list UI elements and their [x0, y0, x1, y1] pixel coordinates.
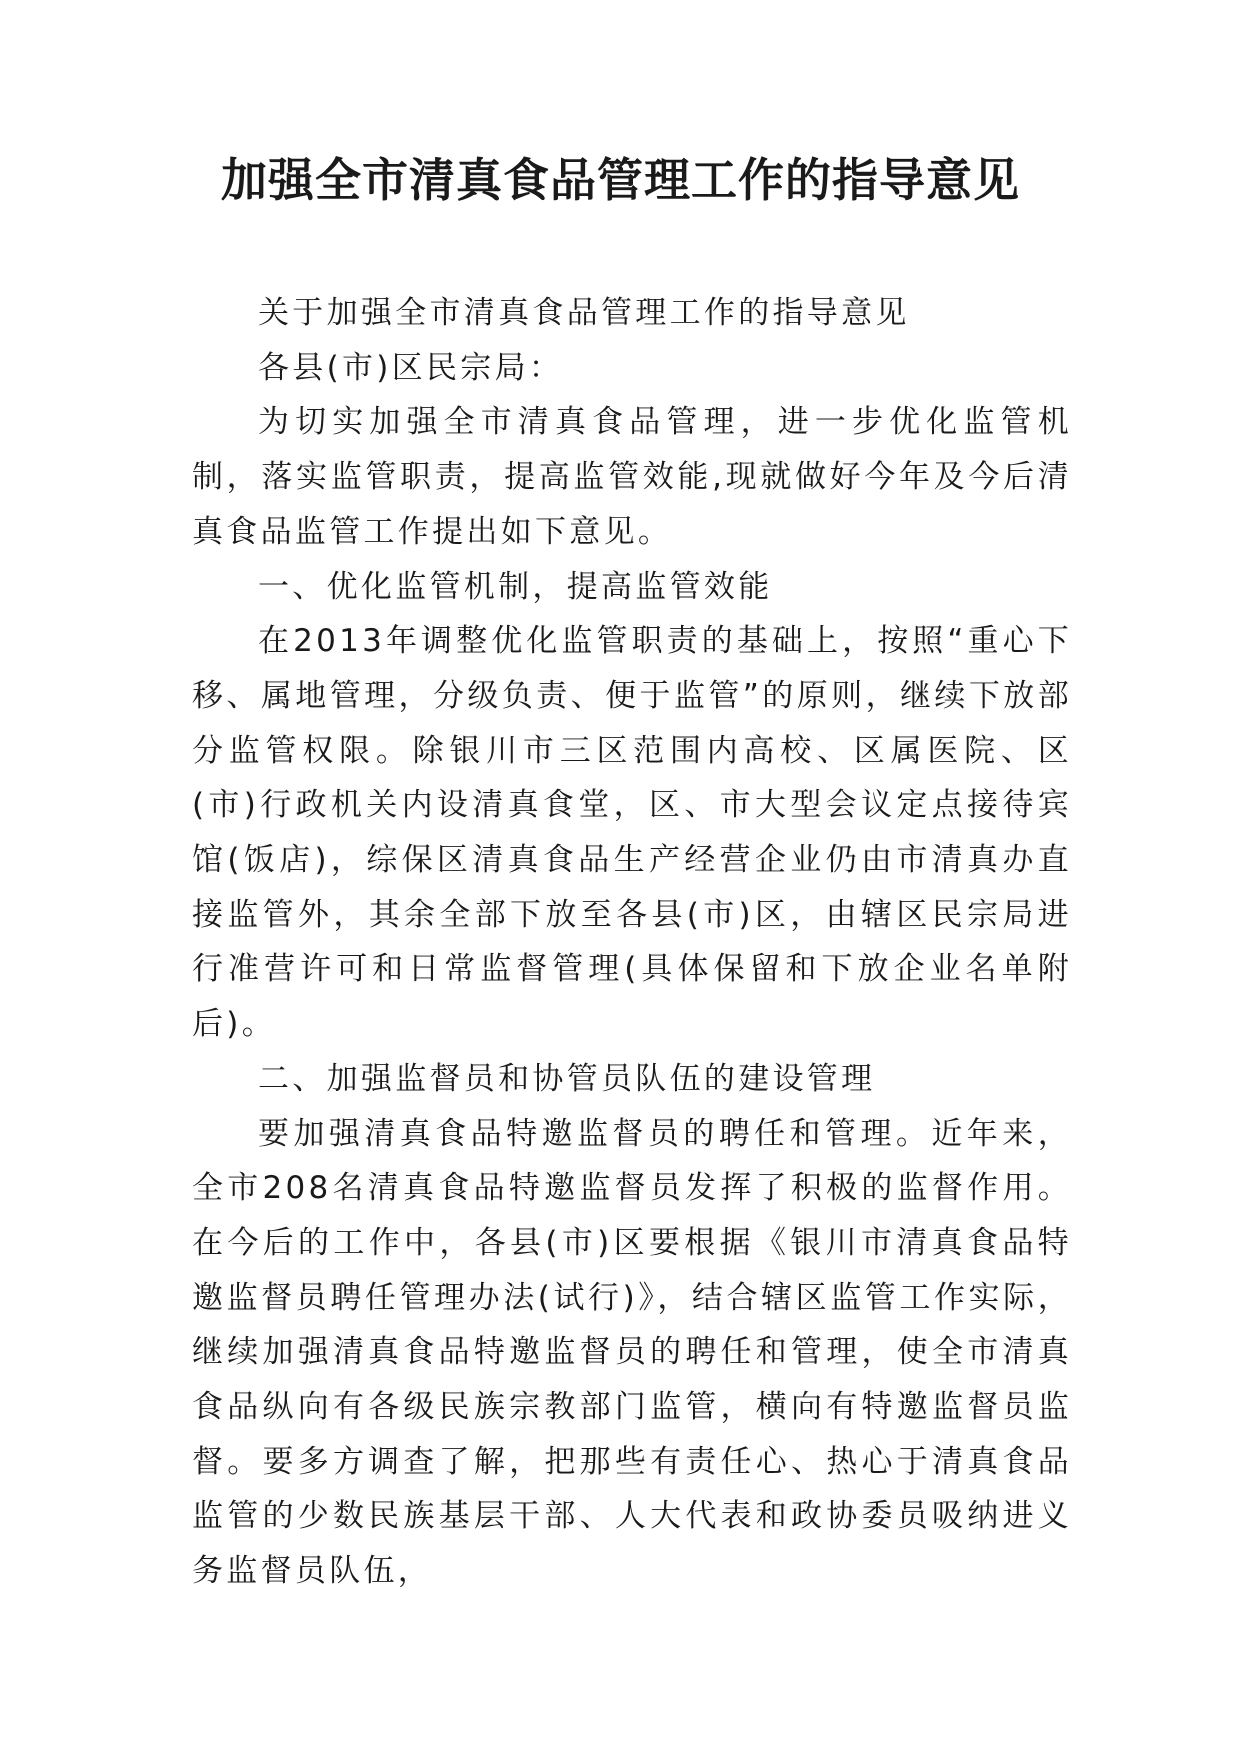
paragraph-salutation: 各县(市)区民宗局：: [258, 349, 564, 386]
paragraph-section-2: 要加强清真食品特邀监督员的聘任和管理。近年来，全市208名清真食品特邀监督员发挥了积极的监督作用。在今后的工作中，各县(市)区要根据《银川市清真食品特邀监督员聘任管理办法(试行)》，结合辖区监管工作实际，继续加强清真食品特邀监督员的聘任和管理，使全市清真食品纵向有各级民族宗教部门监管，横向有特邀监督员监督。要多方调查了解，把那些有责任心、热心于清真食品监管的少数民族基层干部、人大代表和政协委员吸纳进义务监督员队伍，: [192, 1115, 1072, 1590]
document-title: 加强全市清真食品管理工作的指导意见: [221, 153, 1020, 207]
section-heading-2: 二、加强监督员和协管员队伍的建设管理: [258, 1060, 876, 1097]
paragraph-section-1: 在2013年调整优化监管职责的基础上，按照“重心下移、属地管理，分级负责、便于监管”的原则，继续下放部分监管权限。除银川市三区范围内高校、区属医院、区(市)行政机关内设清真食堂，区、市大型会议定点接待宾馆(饭店)，综保区清真食品生产经营企业仍由市清真办直接监管外，其余全部下放至各县(市)区，由辖区民宗局进行准营许可和日常监督管理(具体保留和下放企业名单附后)。: [192, 623, 1072, 1043]
paragraph-intro: 为切实加强全市清真食品管理，进一步优化监管机制，落实监管职责，提高监管效能,现就做好今年及今后清真食品监管工作提出如下意见。: [192, 404, 1072, 550]
document-body: [192, 286, 1072, 1599]
paragraph-heading: 关于加强全市清真食品管理工作的指导意见: [258, 295, 910, 331]
section-heading-1: 一、优化监管机制，提高监管效能: [258, 568, 773, 605]
